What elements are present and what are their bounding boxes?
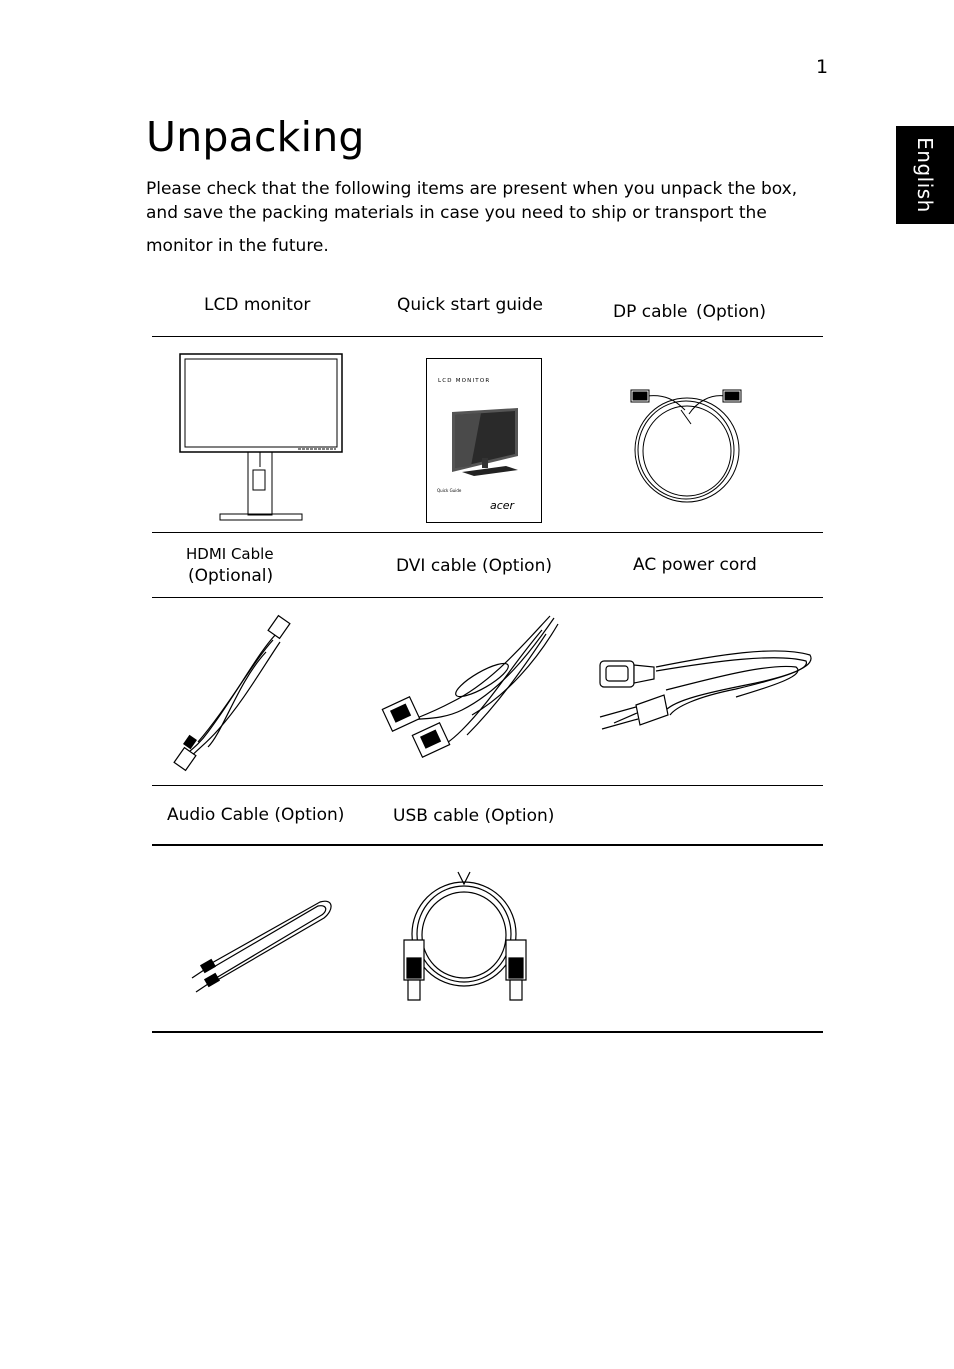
- label-usb-cable: USB cable (Option): [393, 806, 555, 826]
- label-dp-cable: DP cable: [613, 302, 688, 322]
- label-quick-start-guide: Quick start guide: [397, 295, 544, 315]
- dvi-cable-illustration: [382, 610, 564, 768]
- divider: [152, 1031, 823, 1033]
- label-lcd-monitor: LCD monitor: [204, 295, 311, 315]
- label-ac-power-cord: AC power cord: [633, 555, 757, 575]
- label-dp-cable-option: (Option): [696, 302, 767, 322]
- language-tab: [896, 126, 954, 224]
- page-title: Unpacking: [146, 113, 365, 161]
- divider: [152, 785, 823, 786]
- guide-cover-subtitle: Quick Guide: [437, 488, 462, 493]
- divider: [152, 532, 823, 533]
- page-number: 1: [816, 56, 829, 78]
- label-dvi-cable: DVI cable (Option): [396, 556, 552, 576]
- intro-line-2: and save the packing materials in case you need to ship or transport the: [146, 203, 767, 223]
- hdmi-cable-illustration: [168, 612, 308, 772]
- intro-line-3: monitor in the future.: [146, 236, 329, 256]
- label-audio-cable: Audio Cable (Option): [167, 805, 345, 825]
- ac-power-cord-illustration: [596, 645, 816, 737]
- usb-cable-illustration: [400, 868, 530, 1004]
- label-hdmi-cable-option: (Optional): [188, 566, 274, 586]
- label-hdmi-cable: HDMI Cable: [186, 545, 274, 563]
- guide-cover-heading: LCD MONITOR: [438, 378, 491, 384]
- divider: [152, 844, 823, 846]
- divider: [152, 597, 823, 598]
- dp-cable-illustration: [625, 380, 749, 508]
- divider: [152, 336, 823, 337]
- intro-line-1: Please check that the following items are present when you unpack the box,: [146, 179, 798, 199]
- acer-logo: acer: [490, 499, 515, 512]
- language-tab-label: English: [913, 137, 937, 213]
- quick-start-guide-illustration: [426, 358, 542, 523]
- lcd-monitor-illustration: [178, 352, 344, 524]
- audio-cable-illustration: [188, 894, 338, 994]
